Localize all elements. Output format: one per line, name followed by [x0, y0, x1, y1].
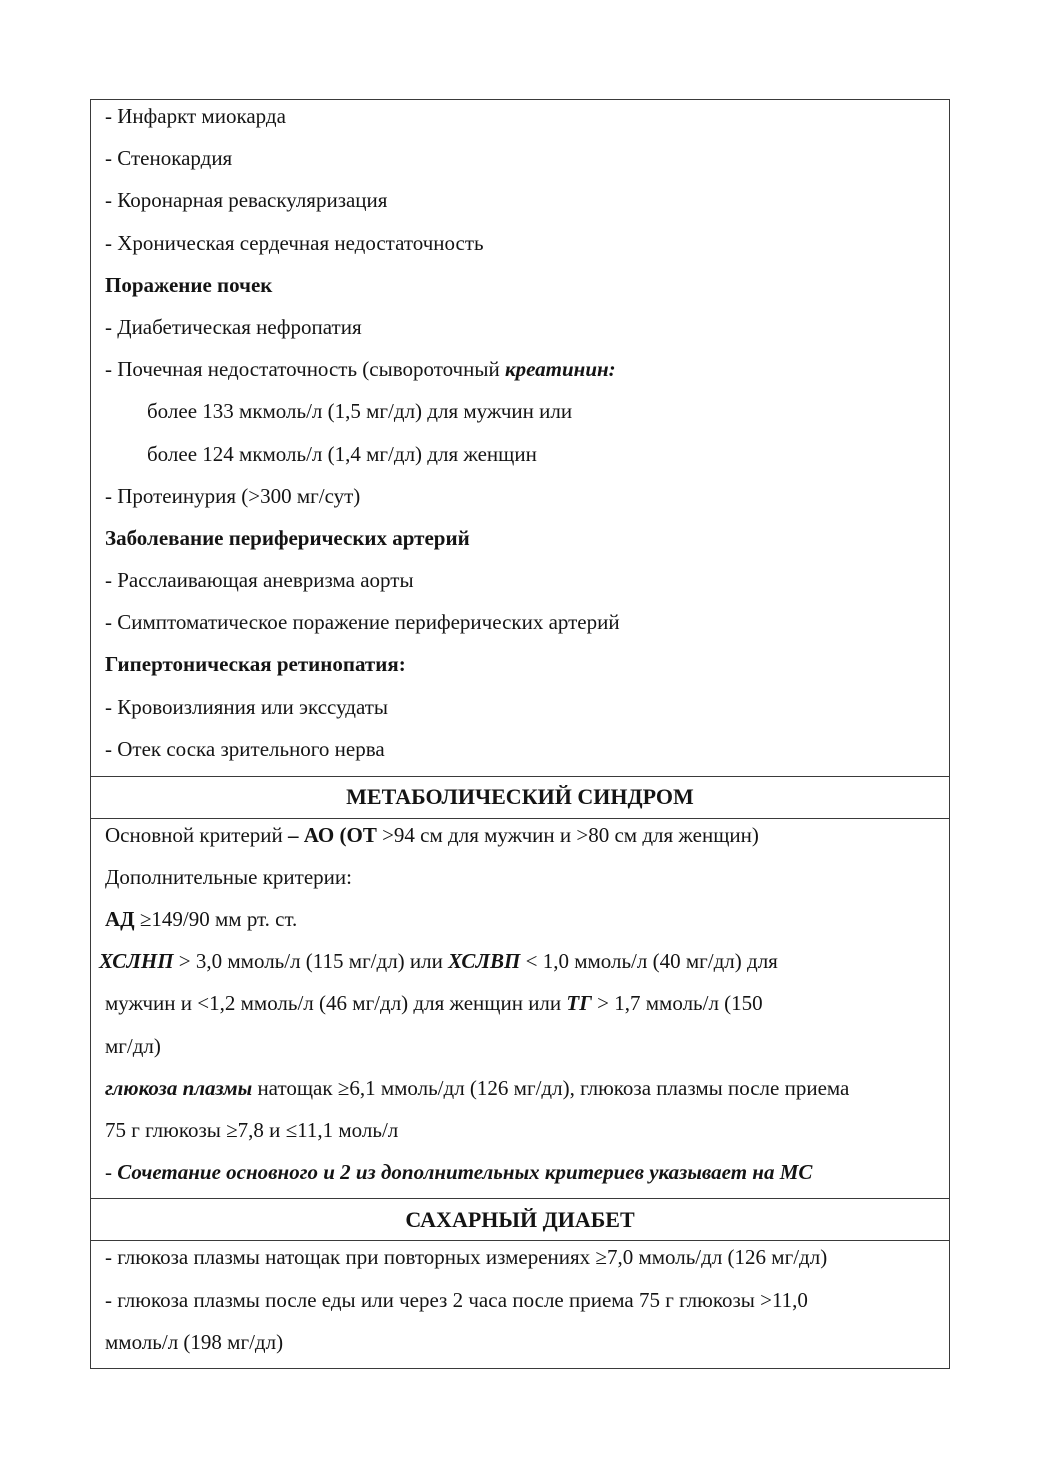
main-criterion-bold: – АО (ОТ [288, 822, 377, 847]
list-item: - Отек соска зрительного нерва [105, 736, 385, 761]
list-item: - Кровоизлияния или экссудаты [105, 694, 389, 719]
metabolic-syndrome-section [91, 819, 949, 1199]
main-criterion-value: >94 см для мужчин и >80 см для женщин) [376, 822, 759, 847]
tg-label: ТГ [566, 991, 592, 1016]
main-criterion-label: Основной критерий [105, 822, 289, 847]
subheading-peripheral: Заболевание периферических артерий [105, 525, 470, 550]
list-item-renal-failure [91, 353, 949, 395]
renal-failure-text: - Почечная недостаточность (сывороточный [105, 357, 505, 382]
hdl-women-value: мужчин и <1,2 ммоль/л (46 мг/дл) для женщин или [105, 991, 567, 1016]
subheading-kidney: Поражение почек [105, 272, 273, 297]
list-item: - глюкоза плазмы натощак при повторных измерениях ≥7,0 ммоль/дл (126 мг/дл) [105, 1245, 828, 1270]
lipid-criterion-cont [91, 987, 949, 1029]
additional-criteria-label: Дополнительные критерии: [105, 864, 352, 889]
hdl-label: ХСЛВП [448, 949, 521, 974]
metabolic-syndrome-header: МЕТАБОЛИЧЕСКИЙ СИНДРОМ [91, 776, 949, 819]
bp-criterion [91, 903, 949, 945]
subheading-retinopathy: Гипертоническая ретинопатия: [105, 652, 406, 677]
bp-value: ≥149/90 мм рт. ст. [134, 907, 298, 932]
creatinine-label: креатинин: [504, 357, 616, 382]
diabetes-header: САХАРНЫЙ ДИАБЕТ [91, 1198, 949, 1241]
glucose-value: натощак ≥6,1 ммоль/дл (126 мг/дл), глюкоза плазмы после приема [252, 1075, 850, 1100]
tg-value: > 1,7 ммоль/л (150 [591, 991, 763, 1016]
diabetes-section [91, 1241, 949, 1368]
list-item: - Диабетическая нефропатия [105, 314, 362, 339]
glucose-label: глюкоза плазмы [105, 1075, 253, 1100]
list-item: - Коронарная реваскуляризация [105, 188, 388, 213]
conclusion-text: Сочетание основного и 2 из дополнительных критериев указывает на МС [117, 1160, 813, 1185]
list-item: ммоль/л (198 мг/дл) [105, 1329, 284, 1354]
list-item: - Стенокардия [105, 146, 233, 171]
list-item: более 133 мкмоль/л (1,5 мг/дл) для мужчин или [147, 399, 573, 424]
conclusion-dash: - [105, 1160, 118, 1185]
criteria-table [90, 99, 950, 1369]
list-item: - Протеинурия (>300 мг/сут) [105, 483, 361, 508]
list-item: - Симптоматическое поражение периферических артерий [105, 610, 620, 635]
lipid-criterion-end: мг/дл) [105, 1033, 161, 1058]
list-item: - Хроническая сердечная недостаточность [105, 230, 484, 255]
ldl-value: > 3,0 ммоль/л (115 мг/дл) или [173, 949, 449, 974]
list-item: - Расслаивающая аневризма аорты [105, 568, 414, 593]
bp-label: АД [105, 907, 135, 932]
list-item: - глюкоза плазмы после еды или через 2 часа после приема 75 г глюкозы >11,0 [105, 1287, 808, 1312]
target-organ-section [91, 100, 949, 776]
glucose-criterion-cont: 75 г глюкозы ≥7,8 и ≤11,1 моль/л [105, 1117, 399, 1142]
lipid-criterion [91, 945, 949, 987]
main-criterion [91, 819, 949, 861]
list-item: более 124 мкмоль/л (1,4 мг/дл) для женщин [147, 441, 537, 466]
hdl-value: < 1,0 ммоль/л (40 мг/дл) для [520, 949, 778, 974]
list-item: - Инфаркт миокарда [105, 104, 286, 128]
glucose-criterion [91, 1072, 949, 1114]
ldl-label: ХСЛНП [99, 949, 174, 974]
conclusion [91, 1156, 949, 1198]
